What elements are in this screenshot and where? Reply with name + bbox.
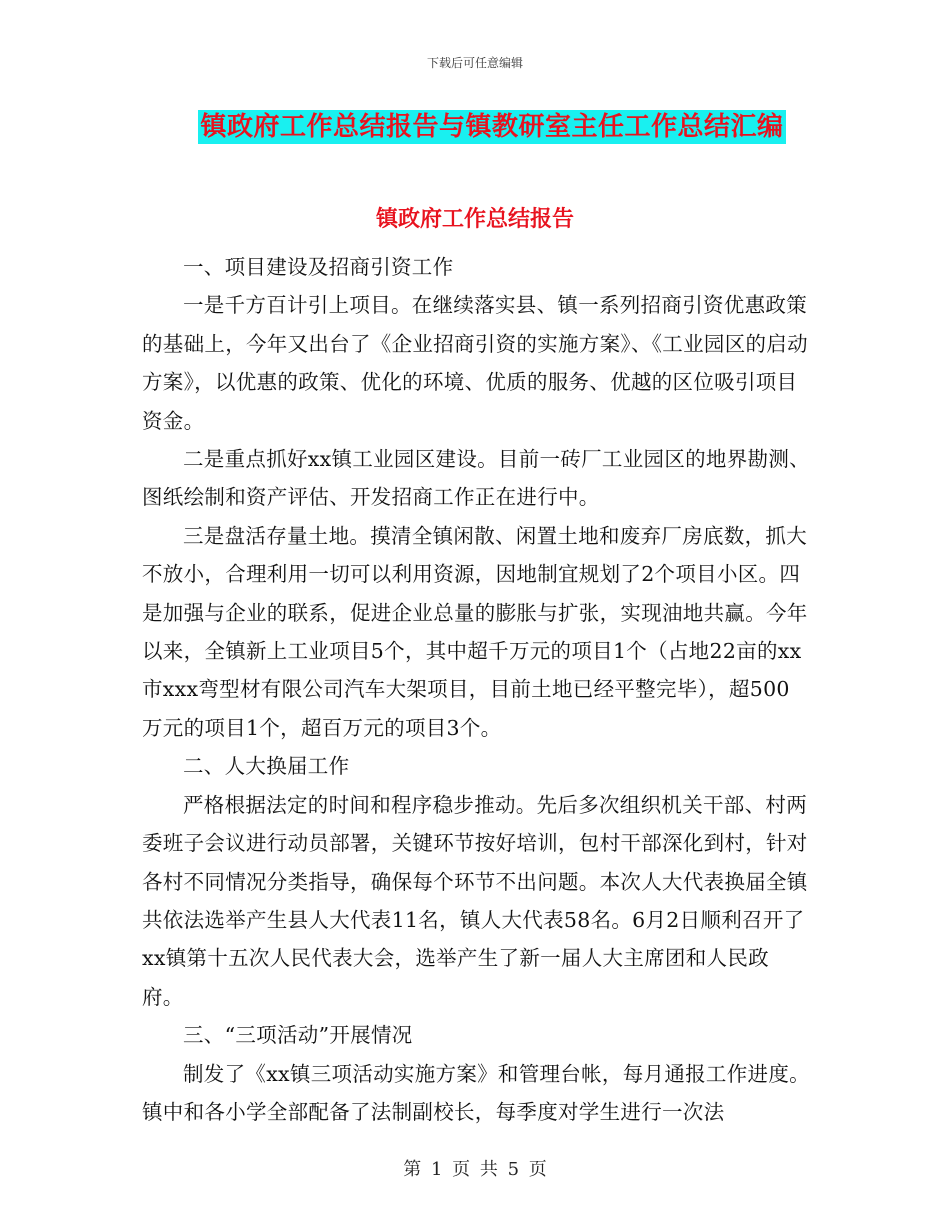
section-title: 镇政府工作总结报告 [375,207,574,232]
section-heading-activities: 三、“三项活动”开展情况 [183,1023,413,1048]
section-heading-projects: 一、项目建设及招商引资工作 [183,255,454,279]
document-main-title: 镇政府工作总结报告与镇教研室主任工作总结汇编 [200,112,784,142]
main-title-container [0,110,950,144]
paragraph: 二是重点抓好xx镇工业园区建设。目前一砖厂工业园区的地界勘测、图纸绘制和资产评估、开发招商工作正在进行中。 [142,447,810,510]
page-number: 第 1 页 共 5 页 [403,1159,547,1180]
header-note: 下载后可任意编辑 [426,56,523,70]
section-heading-election: 二、人大换届工作 [183,754,350,779]
paragraph: 制发了《xx镇三项活动实施方案》和管理台帐，每月通报工作进度。镇中和各小学全部配备了法制副校长，每季度对学生进行一次法 [142,1061,810,1124]
paragraph: 三是盘活存量土地。摸清全镇闲散、闲置土地和废弃厂房底数，抓大不放小，合理利用一切可以利用资源，因地制宜规划了2个项目小区。四是加强与企业的联系，促进企业总量的膨胀与扩张，实现油地共赢。今年以来，全镇新上工业项目5个，其中超千万元的项目1个（占地22亩的xx市xxx弯型材有限公司汽车大架项目，目前土地已经平整完毕），超500万元的项目1个，超百万元的项目3个。 [142,523,808,740]
paragraph: 严格根据法定的时间和程序稳步推动。先后多次组织机关干部、村两委班子会议进行动员部署，关键环节按好培训，包村干部深化到村，针对各村不同情况分类指导，确保每个环节不出问题。本次人大代表换届全镇共依法选举产生县人大代表11名，镇人大代表58名。6月2日顺利召开了xx镇第十五次人民代表大会，选举产生了新一届人大主席团和人民政府。 [142,792,808,1009]
paragraph: 一是千方百计引上项目。在继续落实县、镇一系列招商引资优惠政策的基础上，今年又出台了《企业招商引资的实施方案》、《工业园区的启动方案》，以优惠的政策、优化的环境、优质的服务、优越的区位吸引项目资金。 [142,293,808,433]
document-body [142,248,810,1131]
